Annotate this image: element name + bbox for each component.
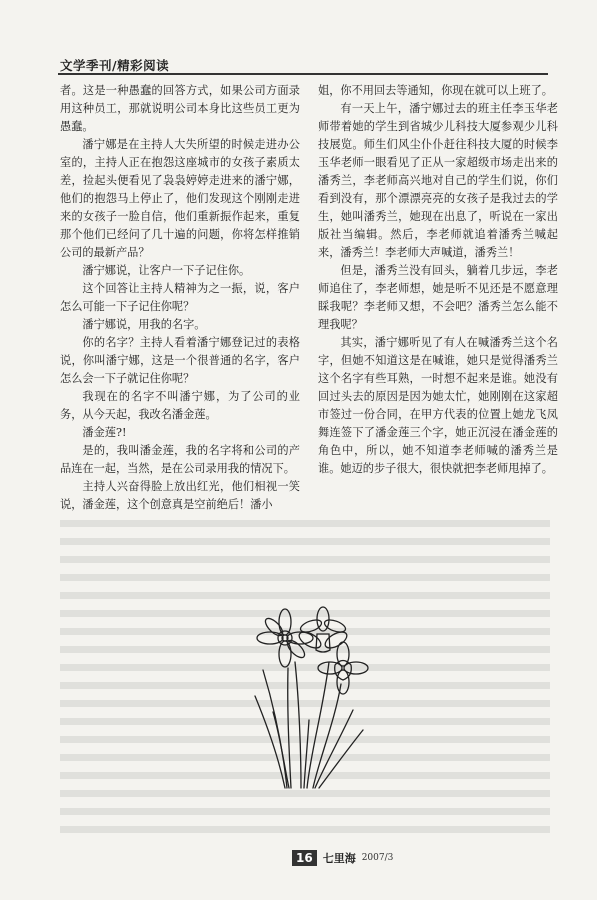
- issue-number: 2007/3: [361, 853, 394, 863]
- paragraph: 潘金莲?!: [82, 426, 127, 439]
- paragraph: 你的名字？主持人看着潘宁娜登记过的表格说，你叫潘宁娜，这是一个很普通的名字，客户怎么会一下子就记住你呢？: [60, 336, 300, 385]
- paragraph: 这个回答让主持人精神为之一振，说，客户怎么可能一下子记住你呢？: [60, 282, 300, 313]
- paragraph: 潘宁娜是在主持人大失所望的时候走进办公室的，主持人正在抱怨这座城市的女孩子素质太差，捡起头便看见了袅袅婷婷走进来的潘宁娜，他们的抱怨马上停止了，他们发现这个刚刚走进来的女孩子一脸自信，他们重新振作起来，重复那个他们已经问了几十遍的问题，你将怎样推销公司的最新产品？: [60, 138, 300, 259]
- paragraph: 有一天上午，潘宁娜过去的班主任李玉华老师带着她的学生到省城少儿科技大厦参观少儿科技展览。师生们风尘仆仆赶往科技大厦的时候李玉华老师一眼看见了正从一家超级市场走出来的潘秀兰，李老师高兴地对自己的学生们说，你们看到没有，那个漂漂亮亮的女孩子是我过去的学生，她叫潘秀兰，她现在出息了，听说在一家出版社当编辑。然后，李老师就追着潘秀兰喊起来，潘秀兰！李老师大声喊道，潘秀兰！: [318, 102, 558, 259]
- paragraph: 潘宁娜说，用我的名字。: [82, 318, 206, 331]
- paragraph: 是的，我叫潘金莲，我的名字将和公司的产品连在一起，当然，是在公司录用我的情况下。: [60, 444, 300, 475]
- paragraph: 者。这是一种愚蠢的回答方式，如果公司方面录用这种员工，那就说明公司本身比这些员工更为愚蠢。: [60, 84, 300, 133]
- page-footer: [292, 850, 393, 866]
- right-column: [318, 82, 558, 478]
- paragraph: 我现在的名字不叫潘宁娜，为了公司的业务，从今天起，我改名潘金莲。: [60, 390, 300, 421]
- daffodil-illustration: [243, 600, 371, 790]
- left-column: [60, 82, 300, 514]
- paragraph: 其实，潘宁娜听见了有人在喊潘秀兰这个名字，但她不知道这是在喊谁，她只是觉得潘秀兰这个名字有些耳熟，一时想不起来是谁。她没有回过头去的原因是因为她太忙，她刚刚在这家超市签过一份合同，在甲方代表的位置上她龙飞凤舞连签下了潘金莲三个字，她正沉浸在潘金莲的角色中，所以，她不知道李老师喊的潘秀兰是谁。她迈的步子很大，很快就把李老师甩掉了。: [318, 336, 558, 475]
- paragraph: 主持人兴奋得脸上放出红光，他们相视一笑说，潘金莲，这个创意真是空前绝后！潘小: [60, 480, 300, 511]
- running-header: 文学季刊/精彩阅读: [60, 58, 170, 73]
- paragraph: 姐，你不用回去等通知，你现在就可以上班了。: [318, 84, 553, 97]
- page-number: 16: [292, 850, 317, 866]
- paragraph: 潘宁娜说，让客户一下子记住你。: [82, 264, 251, 277]
- header-rule: [58, 73, 548, 75]
- paragraph: 但是，潘秀兰没有回头，躺着几步远，李老师追住了，李老师想，她是听不见还是不愿意理睬我呢？李老师又想，不会吧？潘秀兰怎么能不理我呢？: [318, 264, 558, 331]
- magazine-name: 七里海: [322, 852, 356, 865]
